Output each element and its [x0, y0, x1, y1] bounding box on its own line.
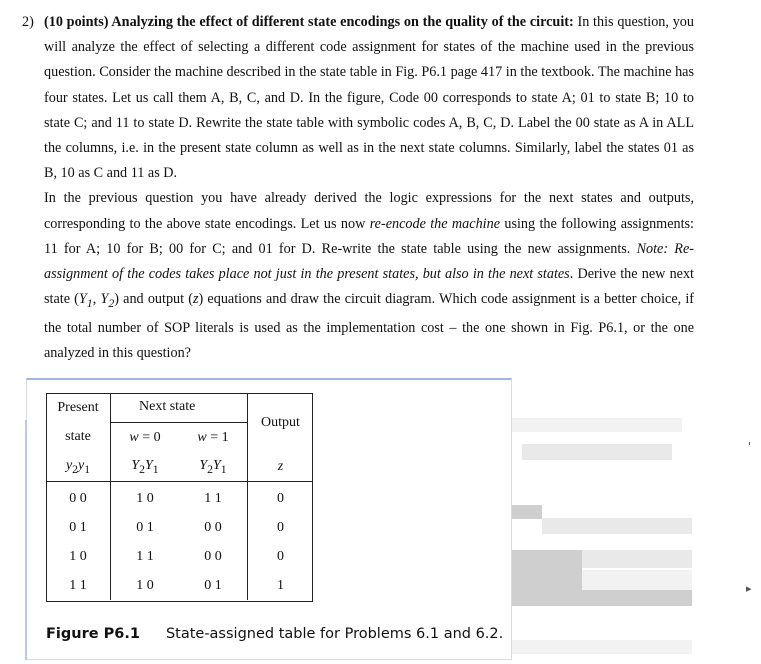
header-present: Present	[46, 393, 111, 423]
cell-next-w1: 1 1	[179, 482, 248, 514]
paragraph-2-text-d: ) and output (	[114, 291, 193, 308]
header-z: z	[248, 452, 314, 482]
header-Y-next-0: $Y_2Y_1$	[111, 452, 180, 482]
cell-output: 1	[277, 577, 284, 593]
cell-next-w1: 0 1	[179, 571, 248, 600]
cell-output: 0	[277, 519, 284, 535]
header-next-state: Next state	[139, 399, 196, 414]
question-title: (10 points) Analyzing the effect of different state encodings on the quality of the circuit:	[44, 14, 574, 30]
paragraph-2-vars: $Y_1$, $Y_2$	[78, 291, 115, 311]
state-table	[46, 393, 313, 600]
paragraph-2-emphasis-1: re-encode the machine	[369, 215, 500, 232]
cell-present: 0 1	[46, 513, 111, 542]
cell-next-w0: 1 0	[136, 577, 154, 593]
cell-next-w1: 0 0	[179, 542, 248, 571]
question-paragraph-2	[44, 186, 694, 366]
figure-caption	[46, 626, 503, 642]
caption-text: State-assigned table for Problems 6.1 and 6.2.	[165, 626, 504, 642]
table-row	[46, 482, 313, 514]
paragraph-2-text-c: . Derive the new next state (	[44, 266, 694, 308]
figure-p6-1	[26, 378, 512, 660]
paragraph-2-text-e: ) equations and draw the circuit diagram. Which code assignment is a better choice, if the total number of SOP literals is used as the implementation cost – the one shown in Fig. P6.1, or the one analyzed in this question?	[44, 291, 695, 362]
margin-mark: '	[748, 440, 752, 453]
blurred-region	[512, 410, 692, 660]
margin-arrow-icon: ▸	[746, 582, 752, 595]
cell-present: 1 1	[46, 571, 111, 600]
cell-next-w1: 0 0	[179, 513, 248, 542]
question-number: 2)	[22, 14, 34, 30]
header-y-present: $y_2y_1$	[46, 452, 111, 482]
cell-next-w0: 1 0	[136, 490, 154, 506]
question-2	[22, 10, 694, 367]
paragraph-2-text-a: In the previous question you have already derived the logic expressions for the next states and outputs, corresponding to the above state encodings. Let us now	[44, 190, 694, 232]
paragraph-1-text: In this question, you will analyze the effect of selecting a different code assignment for states of the machine used in the previous question. Consider the machine described in the state table in Fig. P6.1 page 417 in the textbook. The machine has four states. Let us call them A, B, C, and D. In the figure, Code 00 corresponds to state A; 01 to state B; 10 to state C; and 11 to state D. Rewrite the state table with symbolic codes A, B, C, D. Label the 00 state as A in ALL the columns, i.e. in the present state column as well as in the next state columns. Similarly, label the states 01 as B, 10 as C and 11 as D.	[44, 14, 694, 182]
cell-output: 0	[277, 490, 284, 506]
cell-next-w0: 0 1	[136, 519, 154, 535]
table-row	[46, 571, 313, 600]
cell-output: 0	[277, 548, 284, 564]
header-w1: w = 1	[179, 423, 248, 453]
question-paragraph-1	[44, 10, 694, 186]
header-state: state	[46, 423, 111, 453]
table-row	[46, 513, 313, 542]
cell-present: 1 0	[46, 542, 111, 571]
caption-label: Figure P6.1	[46, 626, 140, 642]
header-row-3	[46, 452, 313, 482]
paragraph-2-z: z	[193, 291, 199, 308]
header-Y-next-1: $Y_2Y_1$	[179, 452, 248, 482]
cell-next-w0: 1 1	[136, 548, 154, 564]
header-w0: w = 0	[111, 423, 180, 453]
table-row	[46, 542, 313, 571]
header-row-1	[46, 393, 313, 423]
header-output: Output	[261, 414, 300, 430]
paragraph-2-note: Note: Re-assignment of the codes takes place not just in the present states, but also in the next states	[44, 240, 694, 283]
cell-present: 0 0	[46, 482, 111, 514]
frame-accent	[25, 420, 27, 660]
paragraph-2-text-b: using the following assignments: 11 for A; 10 for B; 00 for C; and 01 for D. Re-write the state table using the new assignments.	[44, 215, 694, 257]
